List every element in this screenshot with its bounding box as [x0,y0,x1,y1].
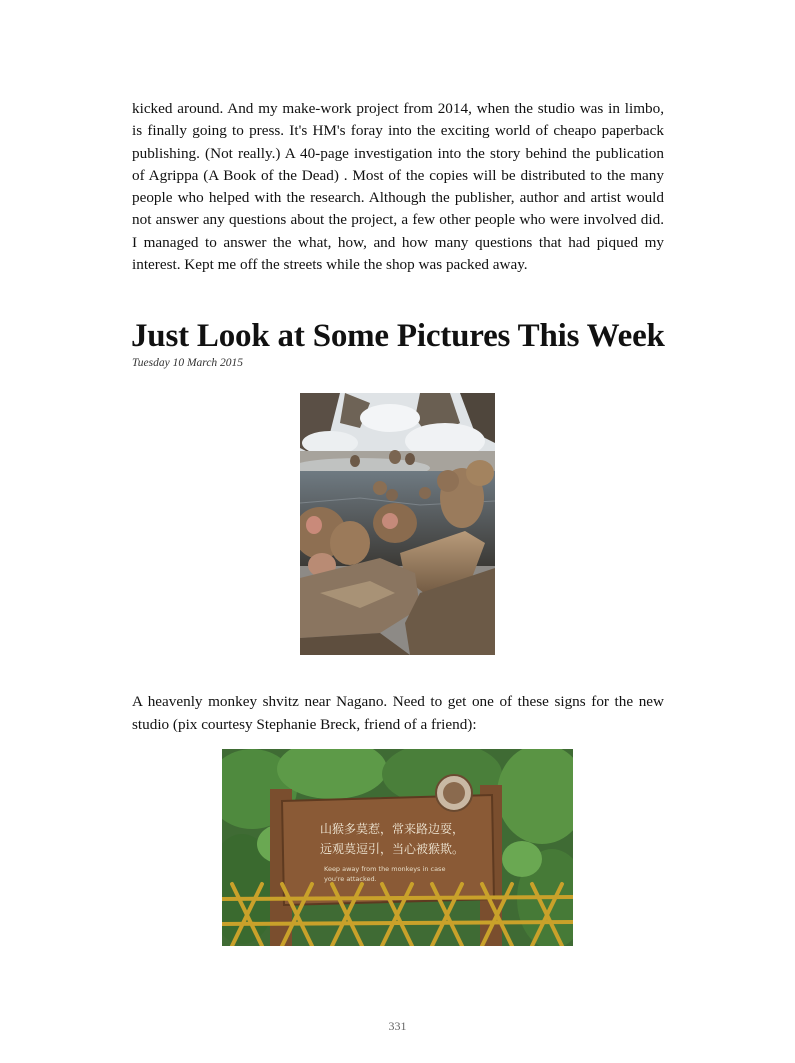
sign-text-line2: 远观莫逗引，当心被猴欺。 [320,842,465,856]
sign-text-line1: 山猴多莫惹，常来路边耍， [320,822,465,836]
post-date: Tuesday 10 March 2015 [132,357,244,369]
sign-text-line3: Keep away from the monkeys in case [324,865,446,873]
page-number: 331 [388,1019,407,1033]
snow-monkey-photo [300,393,495,655]
sign-text-line4: you're attacked. [324,875,377,883]
post-caption: A heavenly monkey shvitz near Nagano. Need to get one of these signs for the new studio (pix courtesy Stephanie Breck, friend of a friend): [132,693,664,733]
post-title: Just Look at Some Pictures This Week [131,318,665,354]
monkey-sign-photo [222,749,573,946]
intro-paragraph: kicked around. And my make-work project from 2014, when the studio was in limbo, is finally going to press. It's HM's foray into the exciting world of cheapo paperback publishing. (Not really.) A 40-page investigation into the story behind the publication of Agrippa (A Book of the Dead) . Most of the copies will be distributed to the many people who helped with the research. Although the publisher, author and artist would not answer any questions about the project, a few other people who were involved did. I managed to answer the what, how, and how many questions that had piqued my interest. Kept me off the streets while the shop was packed away. [132,100,664,274]
